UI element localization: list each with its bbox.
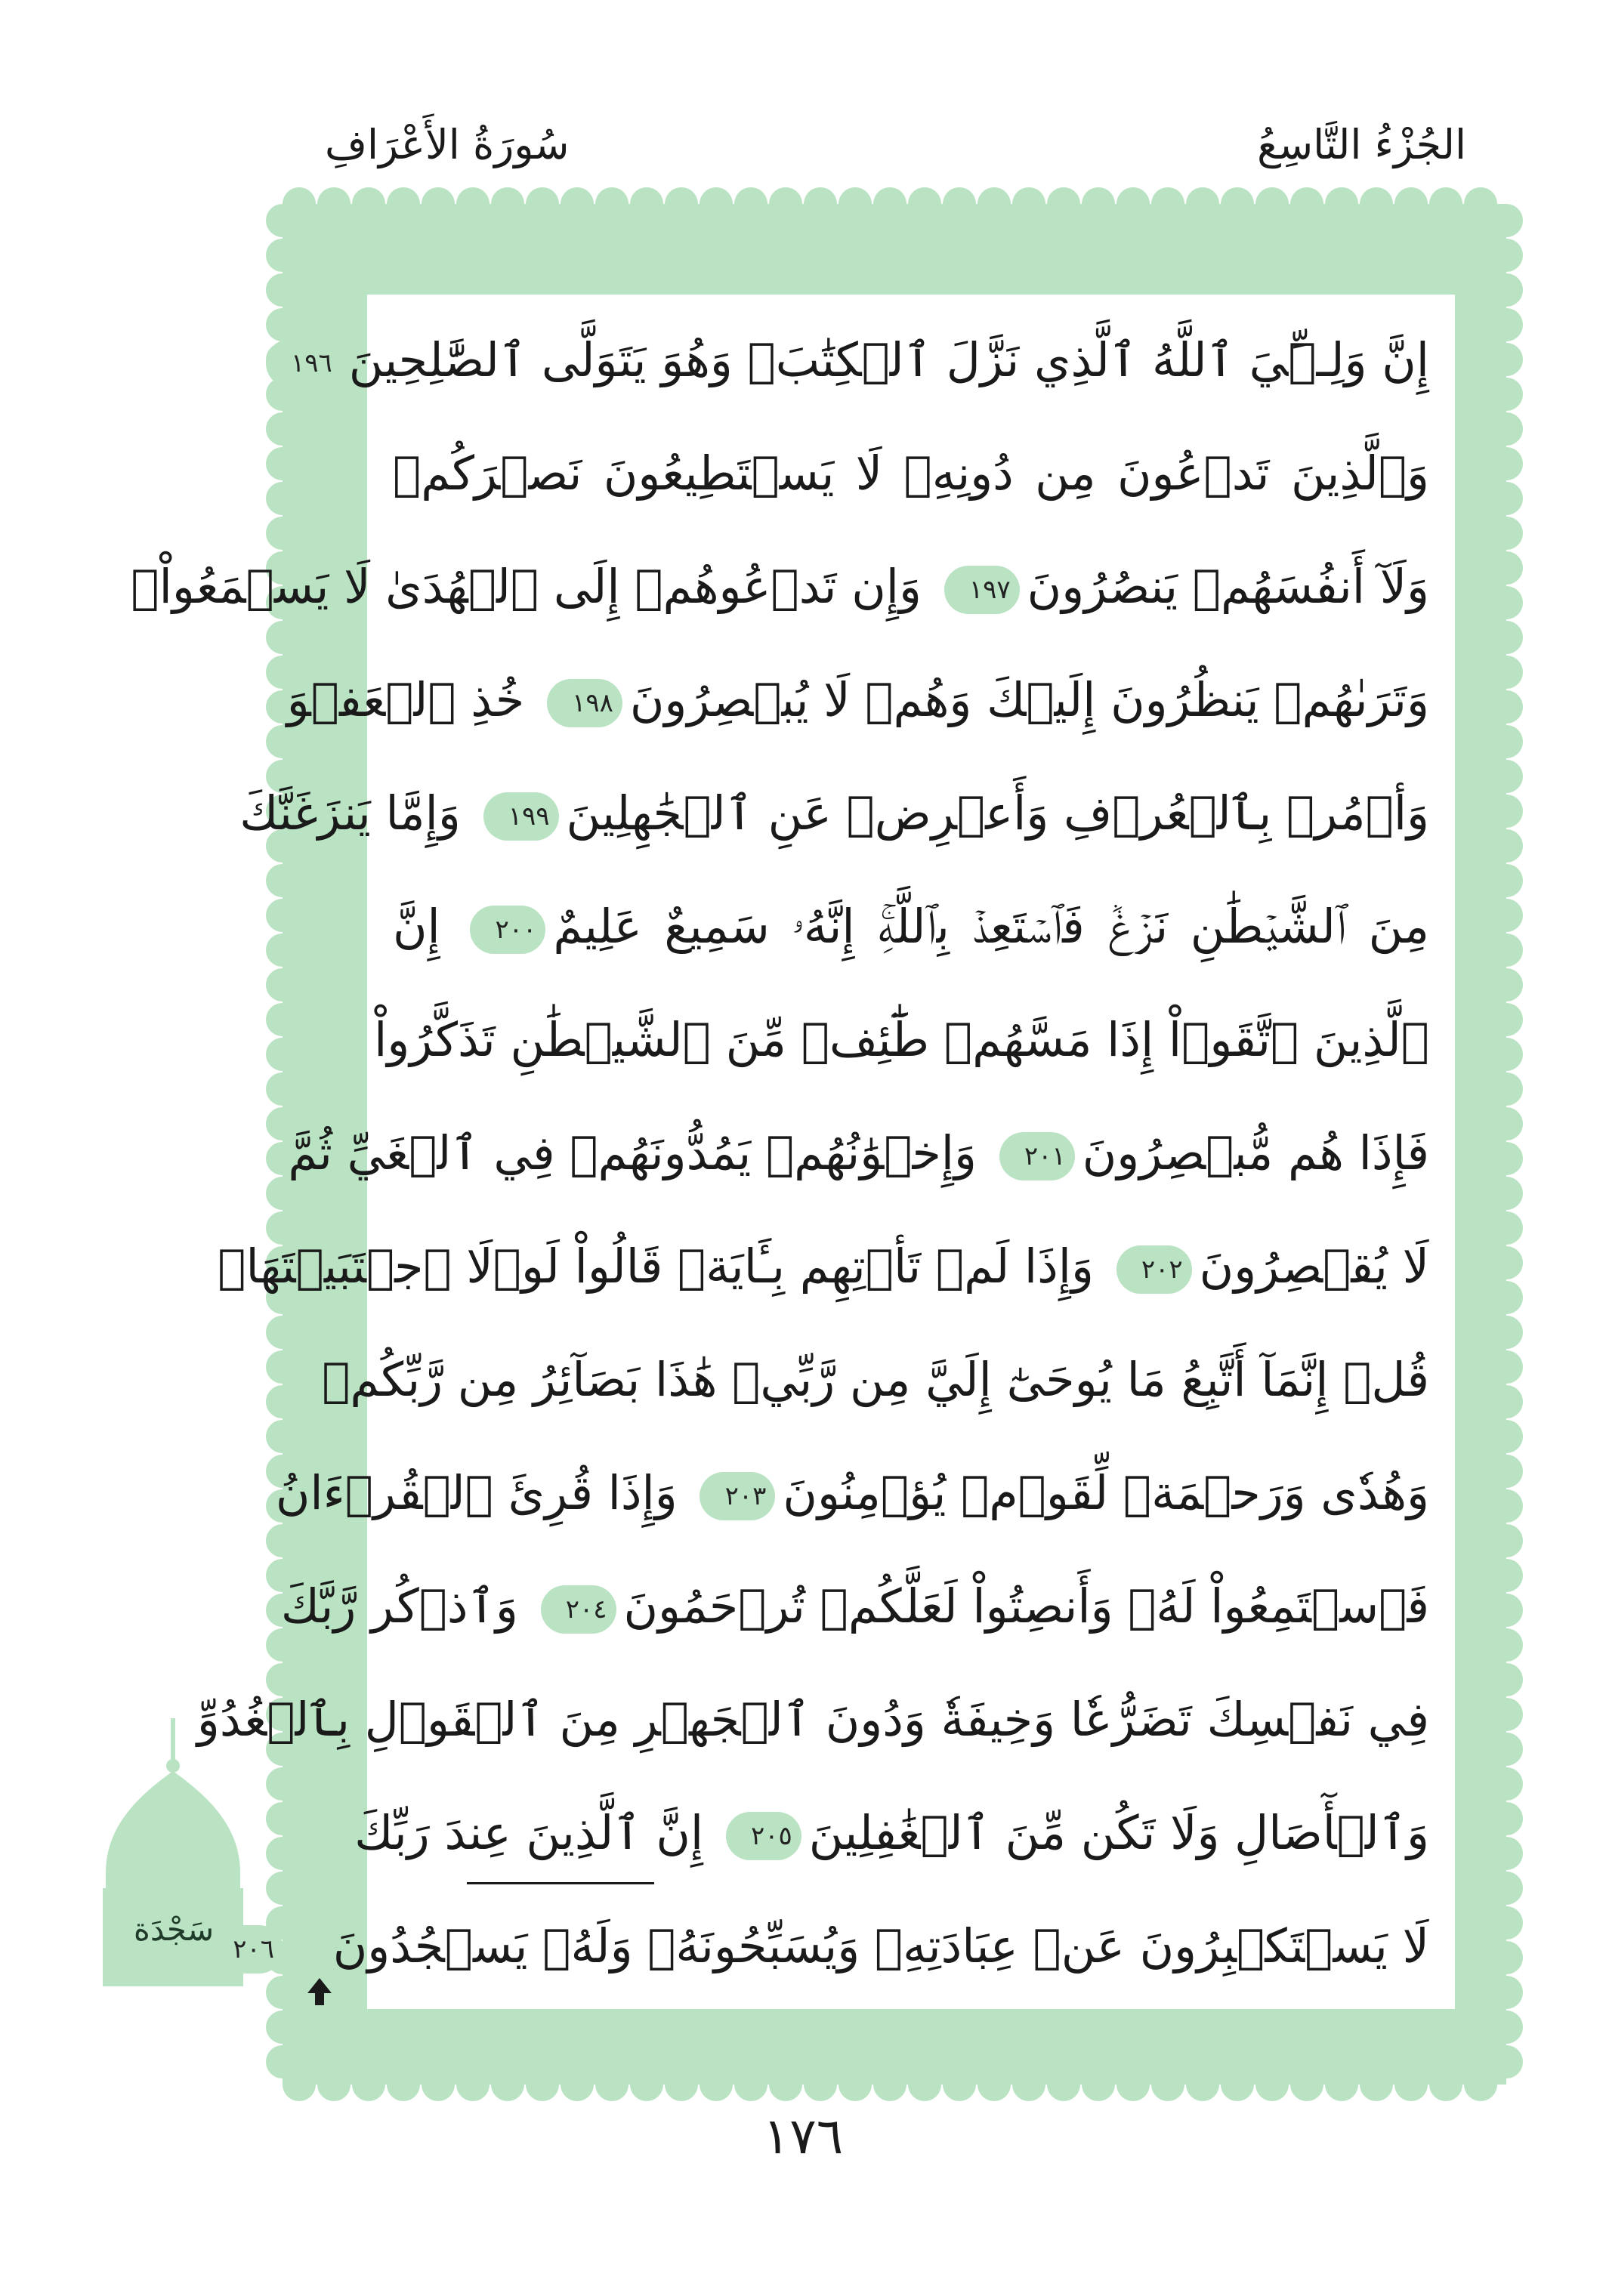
verse-text: وَإِن تَدۡعُوهُمۡ إِلَى ٱلۡهُدَىٰ لَا يَسۡمَعُواْۖ	[131, 559, 922, 614]
verse-line	[280, 1550, 1429, 1663]
ayah-number-marker: ٢٠٠	[470, 906, 545, 954]
ayah-number-marker: ١٩٦	[266, 339, 341, 387]
juz-title: الجُزْءُ التَّاسِعُ	[1257, 121, 1466, 168]
verse-line	[218, 1210, 1429, 1323]
sajda-overline	[467, 1882, 654, 1884]
verse-line	[374, 983, 1429, 1097]
verse-text: لَا يَسۡتَكۡبِرُونَ عَنۡ عِبَادَتِهِۦ وَيُسَبِّحُونَهُۥ وَلَهُۥ يَسۡجُدُونَ	[332, 1918, 1429, 1974]
page-number: ١٧٦	[762, 2107, 844, 2165]
ayah-number-marker: ٢٠٣	[700, 1472, 775, 1520]
verse-text: وَإِمَّا يَنزَغَنَّكَ	[239, 785, 461, 841]
verse-text: وَٱلۡأٓصَالِ وَلَا تَكُن مِّنَ ٱلۡغَٰفِلِينَ	[808, 1805, 1429, 1860]
verse-text: وَإِخۡوَٰنُهُمۡ يَمُدُّونَهُمۡ فِي ٱلۡغَيِّ ثُمَّ	[288, 1125, 977, 1180]
verse-text: فِي نَفۡسِكَ تَضَرُّعٗا وَخِيفَةٗ وَدُونَ ٱلۡجَهۡرِ مِنَ ٱلۡقَوۡلِ بِٱلۡغُدُوِّ	[196, 1692, 1429, 1747]
verse-line	[393, 417, 1429, 530]
verse-line	[239, 757, 1429, 870]
verse-text: ٱلَّذِينَ ٱتَّقَوۡاْ إِذَا مَسَّهُمۡ طَٰٓئِفٞ مِّنَ ٱلشَّيۡطَٰنِ تَذَكَّرُواْ	[374, 1012, 1429, 1067]
verse-text: وَٱذۡكُر رَّبَّكَ	[280, 1578, 518, 1634]
verse-text: وَإِذَا لَمۡ تَأۡتِهِم بِـَٔايَةٖ قَالُواْ لَوۡلَا ٱجۡتَبَيۡتَهَاۚ	[218, 1239, 1094, 1294]
verse-text: قُلۡ إِنَّمَآ أَتَّبِعُ مَا يُوحَىٰٓ إِلَيَّ مِن رَّبِّيۚ هَٰذَا بَصَآئِرُ مِن رَّبِّكُمۡ	[322, 1352, 1429, 1407]
ayah-number-marker: ٢٠٥	[726, 1812, 801, 1860]
surah-title: سُورَةُ الأَعْرَافِ	[325, 121, 570, 168]
verse-text: فَٱسۡتَمِعُواْ لَهُۥ وَأَنصِتُواْ لَعَلَّكُمۡ تُرۡحَمُونَ	[623, 1578, 1429, 1634]
verse-text: وَهُدٗى وَرَحۡمَةٞ لِّقَوۡمٖ يُؤۡمِنُونَ	[783, 1465, 1429, 1520]
verse-line	[354, 1776, 1429, 1890]
verse-text: إِنَّ ٱلَّذِينَ عِندَ رَبِّكَ	[354, 1805, 704, 1860]
sajda-label: سَجْدَة	[133, 1911, 215, 1948]
verse-line	[290, 304, 1429, 417]
ayah-number-marker: ٢٠٤	[541, 1585, 616, 1634]
verse-text: خُذِ ٱلۡعَفۡوَ	[286, 672, 525, 727]
ayah-number-marker: ١٩٨	[547, 679, 622, 727]
ayah-number-marker: ١٩٩	[483, 792, 559, 841]
verse-text: لَا يُقۡصِرُونَ	[1199, 1239, 1429, 1294]
verse-line	[131, 530, 1429, 643]
ayah-number-marker: ٢٠١	[999, 1132, 1075, 1180]
verse-text: وَتَرَىٰهُمۡ يَنظُرُونَ إِلَيۡكَ وَهُمۡ لَا يُبۡصِرُونَ	[629, 672, 1429, 727]
ayah-number-marker: ١٩٧	[944, 566, 1020, 614]
verse-text: إِنَّ	[393, 899, 440, 954]
verse-line	[288, 1097, 1429, 1210]
verse-line	[196, 1663, 1429, 1776]
verse-line	[286, 643, 1429, 757]
verse-line	[393, 870, 1429, 983]
sajda-sign-icon	[306, 1934, 333, 1964]
verse-text: وَلَآ أَنفُسَهُمۡ يَنصُرُونَ	[1027, 559, 1429, 614]
verse-text: وَٱلَّذِينَ تَدۡعُونَ مِن دُونِهِۦ لَا يَسۡتَطِيعُونَ نَصۡرَكُمۡ	[393, 446, 1429, 501]
verse-text: وَأۡمُرۡ بِٱلۡعُرۡفِ وَأَعۡرِضۡ عَنِ ٱلۡجَٰهِلِينَ	[566, 785, 1429, 841]
verse-line	[322, 1323, 1429, 1437]
verse-text: إِنَّ وَلِـِّۧيَ ٱللَّهُ ٱلَّذِي نَزَّلَ ٱلۡكِتَٰبَۖ وَهُوَ يَتَوَلَّى ٱلصَّٰلِحِينَ	[348, 332, 1429, 387]
verse-line	[233, 1890, 1429, 2003]
verse-text: مِنَ ٱلشَّيۡطَٰنِ نَزۡغٞ فَٱسۡتَعِذۡ بِٱللَّهِۚ إِنَّهُۥ سَمِيعٌ عَلِيمٌ	[553, 899, 1429, 954]
verse-text: فَإِذَا هُم مُّبۡصِرُونَ	[1082, 1125, 1429, 1180]
verse-line	[275, 1437, 1429, 1550]
ayah-number-marker: ٢٠٦	[208, 1925, 283, 1974]
ayah-number-marker: ٢٠٢	[1116, 1245, 1192, 1294]
verse-text: وَإِذَا قُرِئَ ٱلۡقُرۡءَانُ	[275, 1465, 678, 1520]
